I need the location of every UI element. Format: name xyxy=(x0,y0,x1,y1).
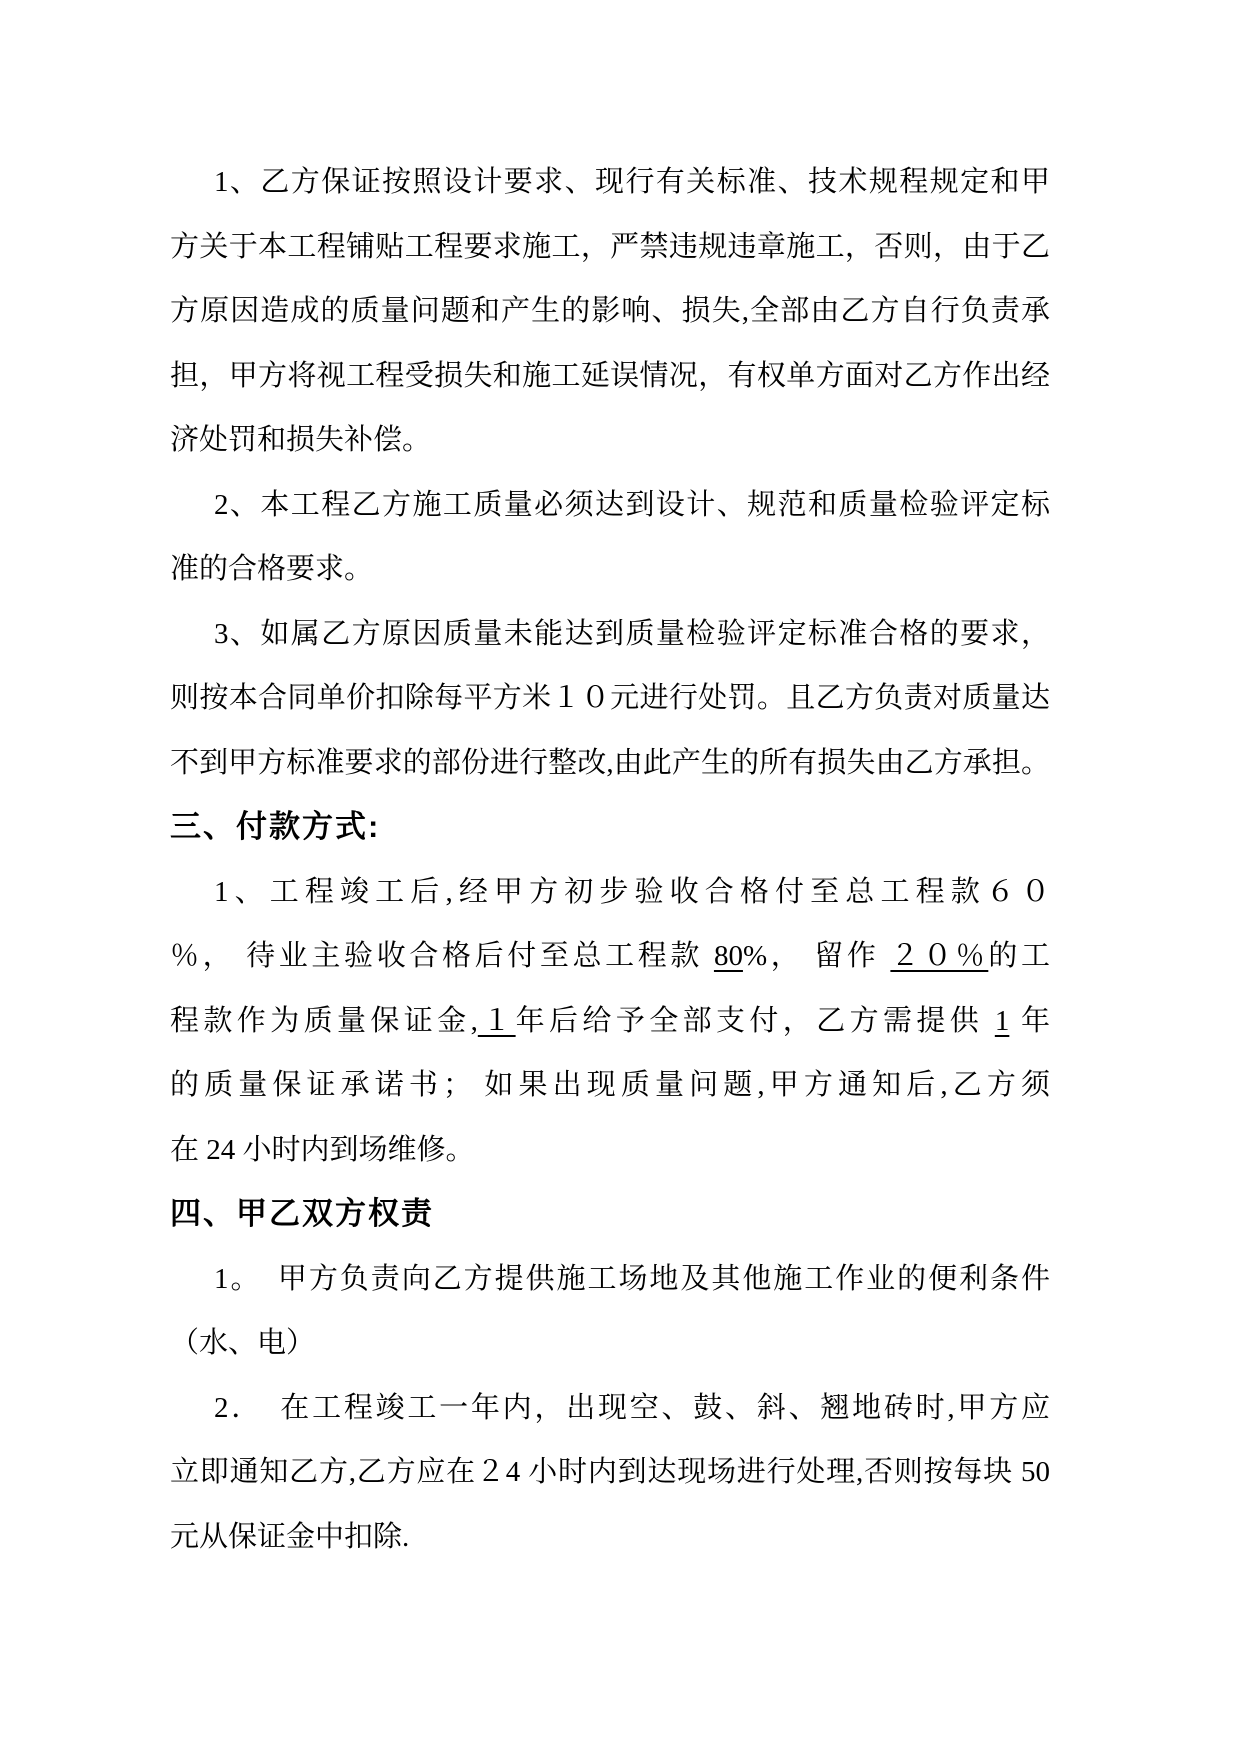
text-run: 年后给予全部支付，乙方需提供 xyxy=(515,1004,995,1037)
document-line xyxy=(170,279,1050,344)
document-line xyxy=(170,473,1050,538)
text-run: 担，甲方将视工程受损失和施工延误情况，有权单方面对乙方作出经 xyxy=(170,359,1050,392)
document-line xyxy=(170,1311,1050,1376)
document-line xyxy=(170,537,1050,602)
document-line xyxy=(170,602,1050,667)
document-line xyxy=(170,408,1050,473)
underlined-text: １ xyxy=(477,1004,516,1037)
document-line xyxy=(170,1440,1050,1505)
underlined-text: ２０％ xyxy=(890,940,989,972)
text-run: 程款作为质量保证金, xyxy=(170,1004,478,1037)
section-heading xyxy=(170,795,1050,860)
text-run: 1、乙方保证按照设计要求、现行有关标准、技术规程规定和甲 xyxy=(214,166,1050,198)
underlined-text: 80 xyxy=(713,940,743,972)
document-line xyxy=(170,924,1050,989)
document-line xyxy=(170,1053,1050,1118)
document-line xyxy=(170,989,1050,1054)
document-line xyxy=(170,1118,1050,1183)
text-run: 不到甲方标准要求的部份进行整改,由此产生的所有损失由乙方承担。 xyxy=(170,746,1050,779)
text-run: 方原因造成的质量问题和产生的影响、损失,全部由乙方自行负责承 xyxy=(170,295,1050,327)
text-run: 年 xyxy=(1009,1004,1050,1037)
text-run: 三、付款方式: xyxy=(170,809,381,844)
text-run: 方关于本工程铺贴工程要求施工，严禁违规违章施工，否则，由于乙 xyxy=(170,230,1050,263)
text-run: ％， 待业主验收合格后付至总工程款 xyxy=(170,940,714,972)
text-run: 3、如属乙方原因质量未能达到质量检验评定标准合格的要求， xyxy=(214,617,1050,650)
text-run: 1、工程竣工后,经甲方初步验收合格付至总工程款６０ xyxy=(214,875,1050,908)
text-run: 2． 在工程竣工一年内，出现空、鼓、斜、翘地砖时,甲方应 xyxy=(214,1391,1050,1424)
document-line xyxy=(170,215,1050,280)
document-line xyxy=(170,344,1050,409)
text-run: 四、甲乙双方权责 xyxy=(170,1196,434,1231)
text-run: 济处罚和损失补偿。 xyxy=(170,424,432,456)
text-run: 的质量保证承诺书； 如果出现质量问题,甲方通知后,乙方须 xyxy=(170,1069,1050,1101)
document-body xyxy=(170,150,1050,1569)
section-heading xyxy=(170,1182,1050,1247)
document-line xyxy=(170,860,1050,925)
document-line xyxy=(170,666,1050,731)
underlined-text: 1 xyxy=(994,1004,1010,1037)
text-run: 2、本工程乙方施工质量必须达到设计、规范和质量检验评定标 xyxy=(214,488,1050,521)
text-run: %， 留作 xyxy=(742,940,891,972)
text-run: 立即通知乙方,乙方应在２4 小时内到达现场进行处理,否则按每块 50 xyxy=(170,1456,1050,1488)
text-run: 则按本合同单价扣除每平方米１０元进行处罚。且乙方负责对质量达 xyxy=(170,682,1050,714)
text-run: 元从保证金中扣除. xyxy=(170,1520,410,1553)
document-line xyxy=(170,1376,1050,1441)
document-line xyxy=(170,1247,1050,1312)
text-run: 1。 甲方负责向乙方提供施工场地及其他施工作业的便利条件 xyxy=(214,1262,1050,1295)
text-run: 准的合格要求。 xyxy=(170,553,374,585)
text-run: 的工 xyxy=(988,940,1050,972)
document-line xyxy=(170,150,1050,215)
document-line xyxy=(170,1505,1050,1570)
text-run: 在 24 小时内到场维修。 xyxy=(170,1133,475,1166)
document-line xyxy=(170,731,1050,796)
text-run: （水、电） xyxy=(170,1327,316,1359)
